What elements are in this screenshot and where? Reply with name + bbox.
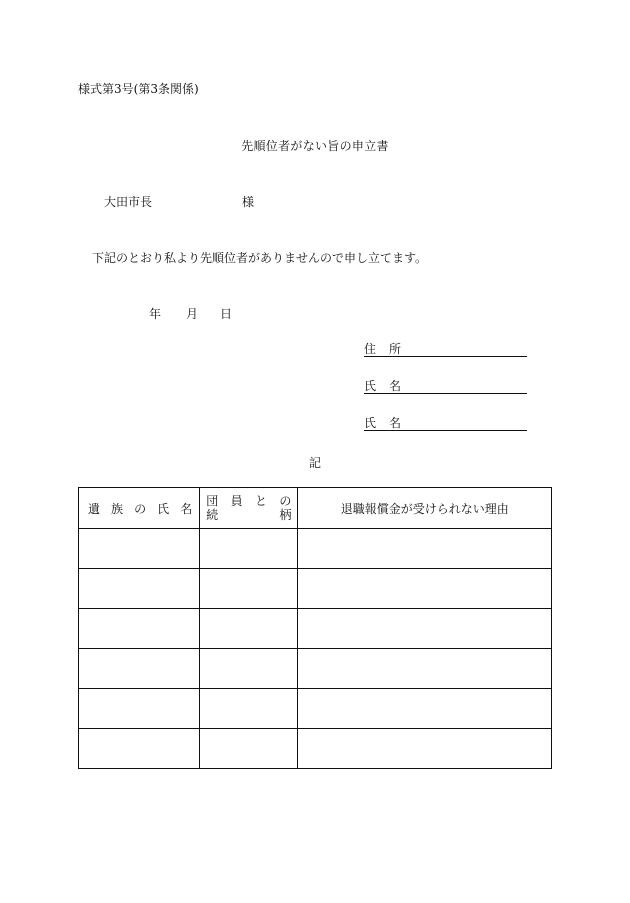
relationship-cell[interactable] [200,609,298,649]
table-row [79,569,552,609]
relationship-cell[interactable] [200,529,298,569]
date-month-label: 月 [186,307,199,321]
address-label-char: 所 [389,342,402,356]
header-char: 団 [206,494,219,508]
relationship-cell[interactable] [200,689,298,729]
name-label-char: 名 [389,416,402,430]
relationship-cell[interactable] [200,729,298,769]
header-char: 族 [111,501,124,516]
bereaved-name-cell[interactable] [79,529,200,569]
address-label-char: 住 [364,342,377,356]
header-char: 名 [180,501,193,516]
header-char: 柄 [279,508,292,522]
table-row [79,729,552,769]
relationship-cell[interactable] [200,649,298,689]
reason-cell[interactable] [298,569,552,609]
table-header-row [79,488,552,529]
address-field[interactable] [364,340,527,357]
date-year-label: 年 [149,307,162,321]
header-char: の [134,501,147,516]
table-row [79,649,552,689]
bereaved-name-cell[interactable] [79,729,200,769]
table-row [79,529,552,569]
reason-cell[interactable] [298,529,552,569]
header-char: 続 [206,508,219,522]
statement-text: 下記のとおり私より先順位者がありませんので申し立てます。 [92,251,428,265]
bereaved-name-header [79,488,200,529]
name-field[interactable] [364,414,527,431]
name-label-char: 名 [389,379,402,393]
ki-label: 記 [308,456,321,470]
bereaved-name-cell[interactable] [79,569,200,609]
name-label-char: 氏 [364,416,377,430]
table-row [79,689,552,729]
bereaved-name-cell[interactable] [79,609,200,649]
header-char: と [255,494,268,508]
honorific: 様 [242,195,255,209]
header-char: 遺 [88,501,101,516]
date-day-label: 日 [220,307,233,321]
reason-cell[interactable] [298,609,552,649]
form-number: 様式第3号(第3条関係) [78,82,199,96]
bereaved-name-cell[interactable] [79,649,200,689]
table-row [79,609,552,649]
name-label-char: 氏 [364,379,377,393]
document-title: 先順位者がない旨の申立書 [241,139,389,153]
header-char: 員 [230,494,243,508]
detail-table [78,487,552,769]
relationship-cell[interactable] [200,569,298,609]
reason-cell[interactable] [298,649,552,689]
relationship-header [200,488,298,529]
name-field[interactable] [364,377,527,394]
addressee: 大田市長 [104,195,153,209]
reason-cell[interactable] [298,729,552,769]
bereaved-name-cell[interactable] [79,689,200,729]
reason-header: 退職報償金が受けられない理由 [298,488,552,529]
header-char: 氏 [157,501,170,516]
header-char: の [279,494,292,508]
reason-cell[interactable] [298,689,552,729]
